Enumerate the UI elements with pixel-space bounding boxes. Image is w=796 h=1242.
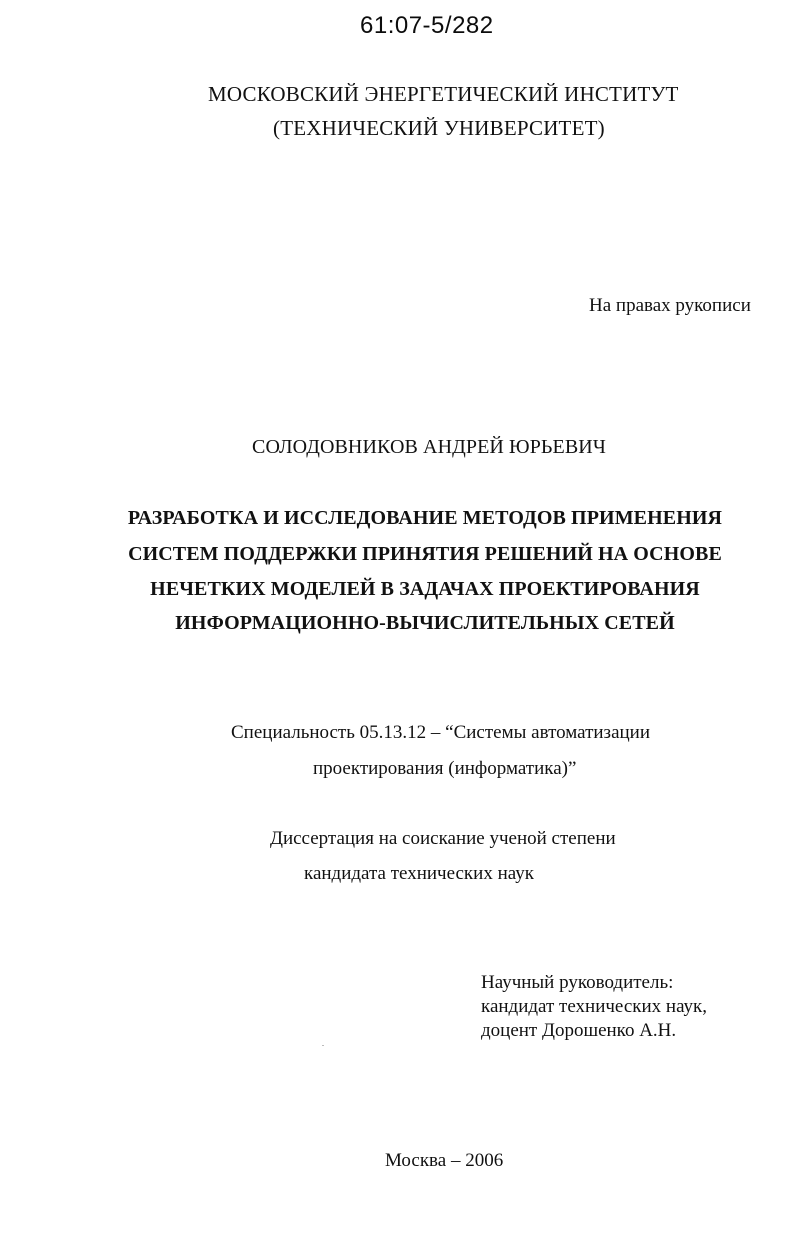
title-line: ИНФОРМАЦИОННО-ВЫЧИСЛИТЕЛЬНЫХ СЕТЕЙ <box>175 612 675 634</box>
institution-name: МОСКОВСКИЙ ЭНЕРГЕТИЧЕСКИЙ ИНСТИТУТ <box>208 82 679 106</box>
supervisor-heading: Научный руководитель: <box>481 972 674 993</box>
title-line: РАЗРАБОТКА И ИССЛЕДОВАНИЕ МЕТОДОВ ПРИМЕНЕНИЯ <box>127 507 723 529</box>
supervisor-degree: кандидат технических наук, <box>481 996 708 1017</box>
title-line: НЕЧЕТКИХ МОДЕЛЕЙ В ЗАДАЧАХ ПРОЕКТИРОВАНИЯ <box>150 578 700 600</box>
degree-line-1: Диссертация на соискание ученой степени <box>270 828 616 849</box>
specialty-line-2: проектирования (информатика)” <box>313 758 577 779</box>
catalog-number: 61:07-5/282 <box>360 12 494 39</box>
specialty-line-1: Специальность 05.13.12 – “Системы автоматизации <box>231 722 651 743</box>
author-name: СОЛОДОВНИКОВ АНДРЕЙ ЮРЬЕВИЧ <box>252 436 606 458</box>
rights-note: На правах рукописи <box>589 295 751 316</box>
scan-speck <box>322 1045 324 1046</box>
degree-line-2: кандидата технических наук <box>304 863 534 884</box>
supervisor-name: доцент Дорошенко А.Н. <box>481 1020 677 1041</box>
title-line: СИСТЕМ ПОДДЕРЖКИ ПРИНЯТИЯ РЕШЕНИЙ НА ОСНОВЕ <box>128 543 722 565</box>
city-year: Москва – 2006 <box>385 1150 504 1171</box>
institution-subtitle: (ТЕХНИЧЕСКИЙ УНИВЕРСИТЕТ) <box>273 116 605 140</box>
